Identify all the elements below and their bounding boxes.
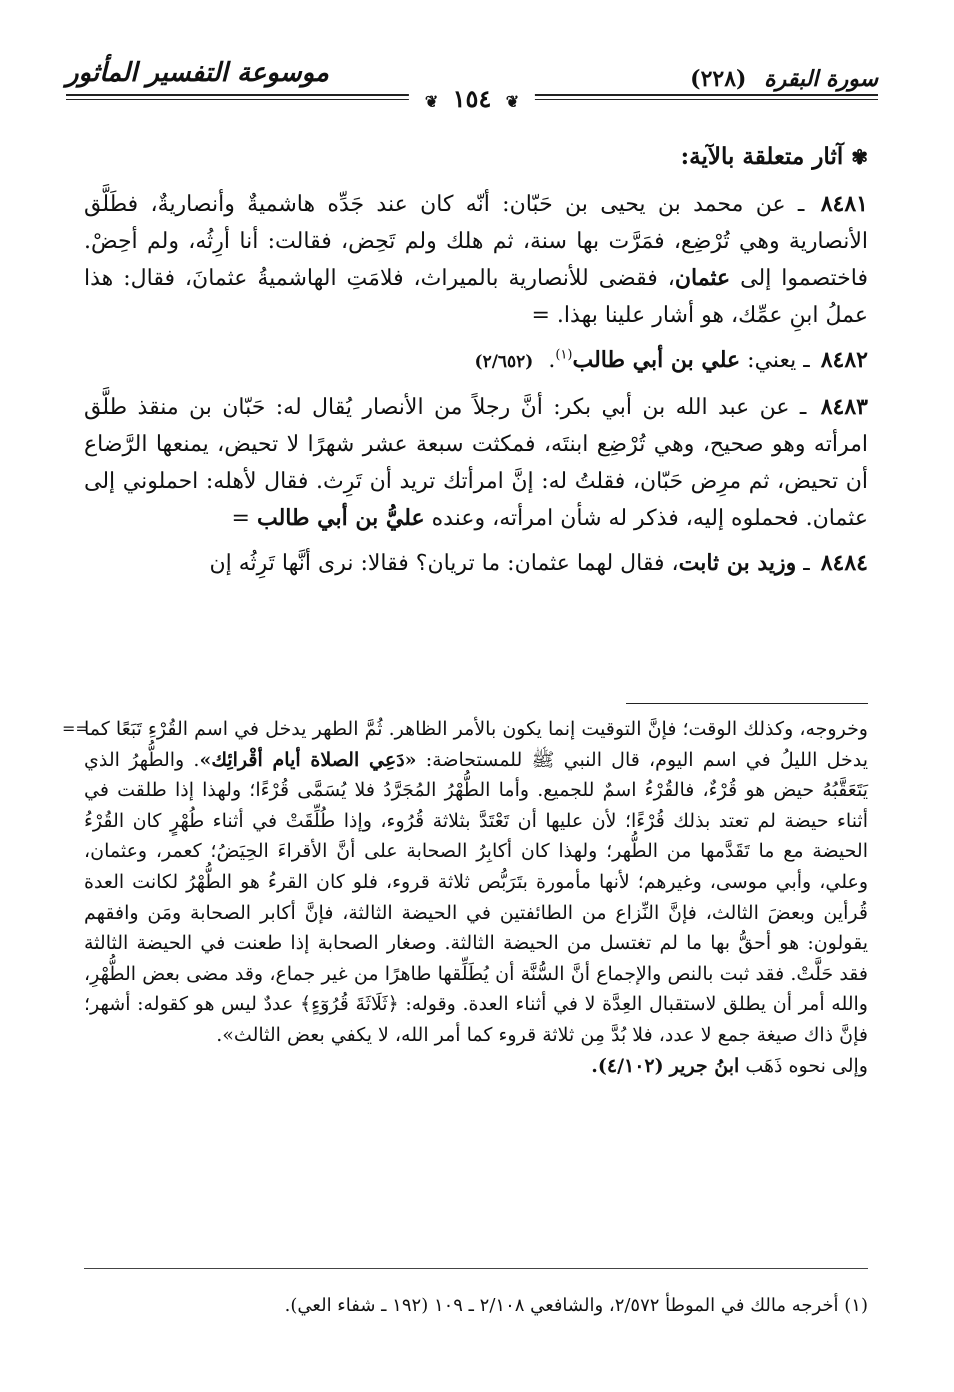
page-header <box>66 58 878 128</box>
athar-reference: (٢/٦٥٢) <box>474 352 534 372</box>
athar-text: ـ عن عبد الله بن أبي بكر: أنَّ رجلاً من الأنصار يُقال له: حَبّان بن منقذ طلَّق امرأته وهو صحيح، وهي تُرْضِع ابنتَه، فمكثت سبعة عشر شهرًا لا تحيض، يمنعها الرَّضاع أن تحيض، ثم مرِض حَبّان، فقلتُ له: إنَّ امرأتك تريد أن تَرِث. فقال لأهله: احملوني إلى عثمان. فحملوه إليه، فذكر له شأن امرأته، وعنده <box>84 395 868 531</box>
surah-title: سورة البقرة <box>764 66 878 92</box>
main-text <box>84 140 868 590</box>
commentary-text <box>84 714 868 1051</box>
athar-after: = <box>231 506 257 531</box>
verse-number: (٢٢٨) <box>690 66 747 92</box>
athar-after: ، فقال لهما عثمان: ما تريان؟ فقالا: نرى أنَّها تَرِثُه إن <box>209 551 679 576</box>
section-heading <box>84 140 868 174</box>
athar-bold: علي بن أبي طالب <box>572 347 741 373</box>
athar-number: ٨٤٨٣ <box>820 394 868 420</box>
athar-after: ، فقضى للأنصارية بالميراث، فلامَتِ الهاشميةُ عثمانَ، فقال: هذا عملُ ابنِ عمِّك، هو أشار علينا بهذا. = <box>84 266 868 328</box>
athar-text: ـ عن محمد بن يحيى بن حَبّان: أنّه كان عند جَدِّه هاشميةٌ وأنصاريةٌ، فطَلَّق الأنصارية وهي تُرْضِع، فمَرَّت بها سنة، ثم هلك ولم تَحِض، فقالت: أنا أرِثُه، ولم أحِضْ. فاختصموا إلى <box>84 192 869 291</box>
footnote-separator <box>84 1268 868 1269</box>
section-heading-text: آثار متعلقة بالآية: <box>680 143 844 170</box>
athar-bold: وزيد بن ثابت <box>678 550 797 576</box>
closing-reference: (٤/١٠٢). <box>591 1054 664 1077</box>
athar-number: ٨٤٨١ <box>820 191 868 217</box>
page-number <box>409 84 535 113</box>
athar-text: ـ يعني: <box>740 348 810 373</box>
footnote-marker[interactable]: (١) <box>555 347 573 363</box>
athar-text: ـ <box>796 551 810 576</box>
surah-heading <box>690 66 878 92</box>
athar-bold: عليُّ بن أبي طالب <box>256 505 425 531</box>
ornament-icon: ❦ <box>505 92 520 111</box>
athar-bold: عثمان <box>674 265 731 291</box>
closing-bold: ابنُ جرير <box>669 1054 740 1077</box>
continuation-mark: == <box>62 719 89 738</box>
athar-number: ٨٤٨٤ <box>820 550 868 576</box>
athar-after: . <box>548 348 556 373</box>
athar-8481 <box>84 186 868 334</box>
closing-prefix: وإلى نحوه ذَهَب <box>739 1054 868 1077</box>
hadith-quote: «دَعِي الصلاة أيام أقْرائِك» <box>199 748 417 771</box>
athar-number: ٨٤٨٢ <box>820 347 868 373</box>
commentary-body: وخروجه، وكذلك الوقت؛ فإنَّ التوقيت إنما يكون بالأمر الظاهر. ثُمَّ الطهر يدخل في اسم القُرْءِ تَبَعًا كما يدخل الليلُ في اسم اليوم، قال النبي ﷺ للمستحاضة: «دَعِي الصلاة أيام أقْرائِك». والطُّهرُ الذي يَتَعَقَّبُهُ حيض هو قُرْءٌ، فالقُرْءُ اسمٌ للجميع. وأما الطُّهْرُ المُجَرَّدُ فلا يُسَمَّى قُرْءًا؛ ولهذا إذا طلقت في أثناء حيضة لم تعتد بذلك قُرْءًا؛ لأن عليها أن تَعْتَدَّ بثلاثة قُرُوء، وإذا طُلِّقَتْ في أثناء طُهْرٍ كان القُرْءُ الحيضة مع ما تَقَدَّمها من الطُّهر؛ ولهذا كان أكابِرُ الصحابة على أنَّ الأقراءَ الحِيَضُ؛ كعمر، وعثمان، وعلي، وأبي موسى، وغيرهم؛ لأنها مأمورة بتَرَبُّص ثلاثة قروء، فلو كان القرءُ هو الطُّهْرُ لكانت العدة قُرأين وبعضَ الثالث، فإنَّ النِّزاع من الطائفتين في الحيضة الثالثة، فإنَّ أكابر الصحابة ومَن وافقهم يقولون: هو أحقُّ بها ما لم تغتسل من الحيضة الثالثة. وصغار الصحابة إذا طعنت في الحيضة الثالثة فقد حَلَّتْ. فقد ثبت بالنص والإجماع أنَّ السُّنَّة أن يُطَلِّقها طاهرًا من غير جماع، وقد مضى بعض الطُّهْرِ، والله أمر أن يطلق لاستقبال العِدَّة لا في أثناء العدة. وقوله: ﴿ثَلَاثَةَ قُرُوٓءٍ﴾ عددٌ ليس هو كقوله: أشهر؛ فإنَّ ذاك صيغة جمع لا عدد، فلا بُدَّ مِن ثلاثة قروء كما أمر الله، لا يكفي بعض الثالث». <box>84 718 869 1046</box>
ornament-icon: ❦ <box>424 92 439 111</box>
footnote: (١) أخرجه مالك في الموطأ ٢/٥٧٢، والشافعي ٢/١٠٨ ـ ١٠٩ (١٩٢ ـ شفاء العي). <box>284 1295 868 1316</box>
book-title: موسوعة التفسير المأثور <box>66 58 329 88</box>
flower-icon: ✾ <box>851 145 868 169</box>
commentary-closing <box>84 1051 868 1082</box>
notes-separator <box>626 703 868 704</box>
athar-8484 <box>84 545 868 582</box>
athar-8483 <box>84 389 868 537</box>
page-number-value: ١٥٤ <box>452 84 492 113</box>
commentary-notes <box>62 714 869 1081</box>
athar-8482 <box>84 342 868 381</box>
